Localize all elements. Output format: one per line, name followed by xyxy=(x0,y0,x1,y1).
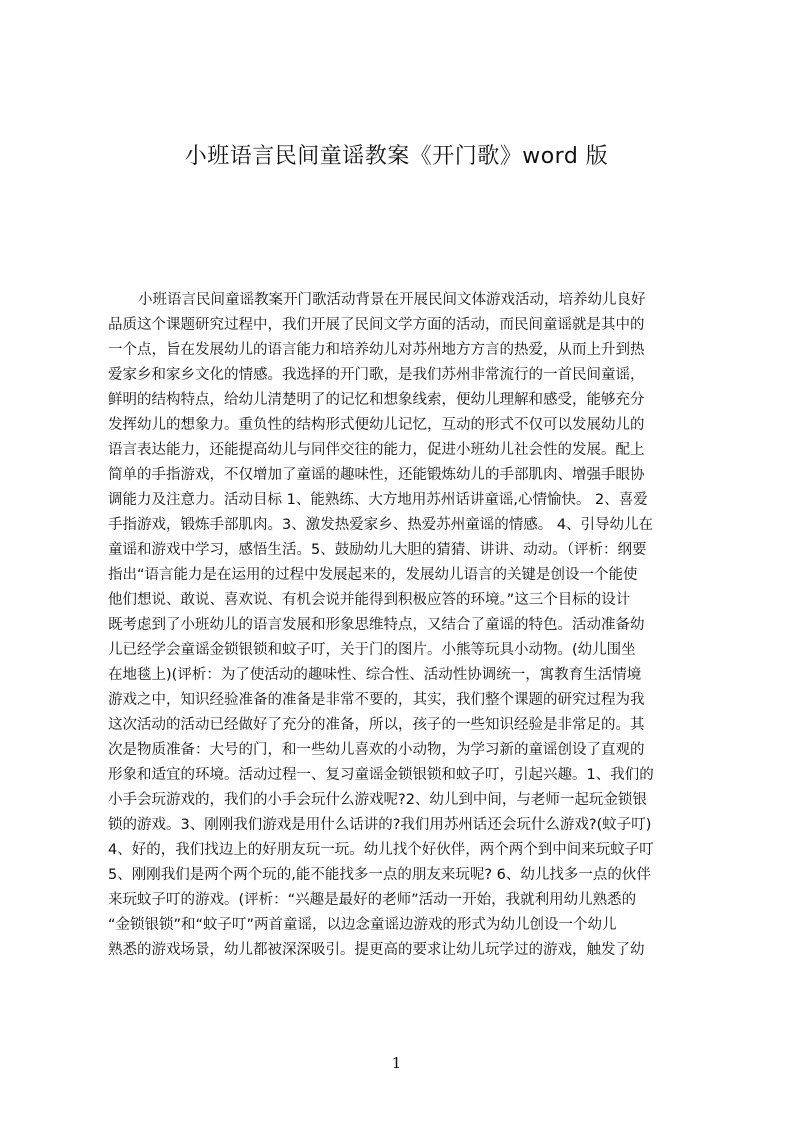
body-line: 4、好的，我们找边上的好朋友玩一玩。幼儿找个好伙伴，两个两个到中间来玩蚊子叮 xyxy=(108,842,654,858)
body-line: 熟悉的游戏场景，幼儿都被深深吸引。提更高的要求让幼儿玩学过的游戏，触发了幼 xyxy=(108,942,645,958)
body-line: 指出“语言能力是在运用的过程中发展起来的，发展幼儿语言的关键是创设一个能使 xyxy=(108,567,638,583)
body-line: 他们想说、敢说、喜欢说、有机会说并能得到积极应答的环境。”这三个目标的设计 xyxy=(108,592,631,608)
body-line: 爱家乡和家乡文化的情感。我选择的开门歌，是我们苏州非常流行的一首民间童谣， xyxy=(108,367,645,383)
page-number: 1 xyxy=(391,1054,402,1072)
body-line: 既考虑到了小班幼儿的语言发展和形象思维特点，又结合了童谣的特色。活动准备幼 xyxy=(108,617,645,633)
body-line: 次是物质准备：大号的门，和一些幼儿喜欢的小动物，为学习新的童谣创设了直观的 xyxy=(108,742,645,758)
body-line: 一个点，旨在发展幼儿的语言能力和培养幼儿对苏州地方方言的热爱，从而上升到热 xyxy=(108,342,645,358)
body-line: 童谣和游戏中学习，感悟生活。5、鼓励幼儿大胆的猜猜、讲讲、动动。（评析：纲要 xyxy=(108,542,647,558)
document-body xyxy=(108,288,700,958)
document-title: 小班语言民间童谣教案《开门歌》word 版 xyxy=(184,144,609,169)
body-line: 这次活动的活动已经做好了充分的准备，所以，孩子的一些知识经验是非常足的。其 xyxy=(108,717,645,733)
body-line: 锁的游戏。3、刚刚我们游戏是用什么话讲的?我们用苏州话还会玩什么游戏?(蚊子叮) xyxy=(108,817,652,833)
body-line: 小班语言民间童谣教案开门歌活动背景在开展民间文体游戏活动，培养幼儿良好 xyxy=(138,292,646,308)
body-line: 品质这个课题研究过程中，我们开展了民间文学方面的活动，而民间童谣就是其中的 xyxy=(108,317,645,333)
body-line: 儿已经学会童谣金锁银锁和蚊子叮，关于门的图片。小熊等玩具小动物。(幼儿围坐 xyxy=(108,642,636,658)
body-line: 发挥幼儿的想象力。重负性的结构形式便幼儿记忆，互动的形式不仅可以发展幼儿的 xyxy=(108,417,645,433)
body-line: 小手会玩游戏的，我们的小手会玩什么游戏呢?2、幼儿到中间，与老师一起玩金锁银 xyxy=(108,792,647,808)
body-line: 语言表达能力，还能提高幼儿与同伴交往的能力，促进小班幼儿社会性的发展。配上 xyxy=(108,442,645,458)
body-line: 调能力及注意力。活动目标 1、能熟练、大方地用苏州话讲童谣,心情愉快。 2、喜爱 xyxy=(108,492,648,508)
body-line: 来玩蚊子叮的游戏。(评析：“兴趣是最好的老师”活动一开始，我就利用幼儿熟悉的 xyxy=(108,892,637,908)
body-line: 简单的手指游戏，不仅增加了童谣的趣味性，还能锻炼幼儿的手部肌肉、增强手眼协 xyxy=(108,467,645,483)
body-line: 鲜明的结构特点，给幼儿清楚明了的记忆和想象线索，便幼儿理解和感受，能够充分 xyxy=(108,392,645,408)
body-line: 手指游戏，锻炼手部肌肉。3、激发热爱家乡、热爱苏州童谣的情感。 4、引导幼儿在 xyxy=(108,517,654,533)
body-line: 形象和适宜的环境。活动过程一、复习童谣金锁银锁和蚊子叮，引起兴趣。1、我们的 xyxy=(108,767,654,783)
body-line: “金锁银锁”和“蚊子叮”两首童谣，以边念童谣边游戏的形式为幼儿创设一个幼儿 xyxy=(108,917,617,933)
body-line: 5、刚刚我们是两个两个玩的,能不能找多一点的朋友来玩呢? 6、幼儿找多一点的伙伴 xyxy=(108,867,651,883)
body-line: 在地毯上)(评析：为了使活动的趣味性、综合性、活动性协调统一，寓教育生活情境 xyxy=(108,667,642,683)
body-line: 游戏之中，知识经验准备的准备是非常不要的，其实，我们整个课题的研究过程为我 xyxy=(108,692,645,708)
